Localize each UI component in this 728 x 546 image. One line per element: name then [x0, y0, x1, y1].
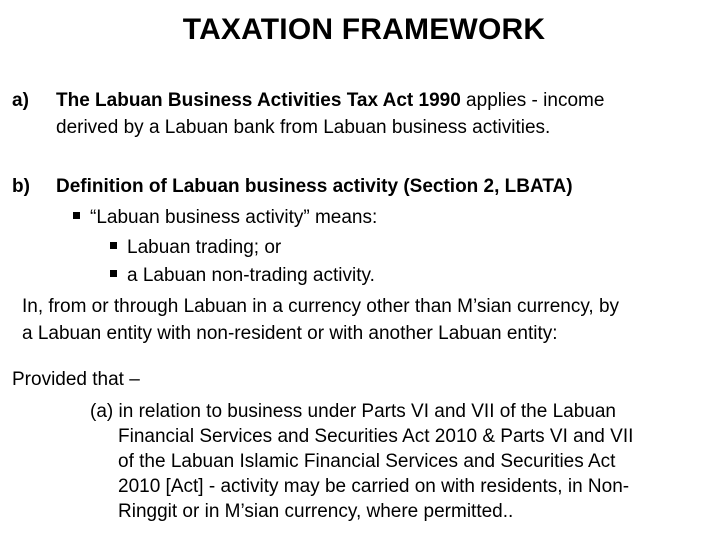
sub-bullet-2-text: a Labuan non-trading activity.: [127, 265, 375, 286]
sub-bullet-1-text: Labuan trading; or: [127, 237, 282, 258]
square-bullet-icon: [110, 242, 117, 249]
item-b-marker: b): [12, 176, 30, 197]
square-bullet-icon: [73, 212, 80, 219]
item-a-line-2: derived by a Labuan bank from Labuan business activities.: [56, 117, 551, 138]
statement-line-2: a Labuan entity with non-resident or with another Labuan entity:: [22, 323, 558, 344]
square-bullet-icon: [110, 270, 117, 277]
slide-title: TAXATION FRAMEWORK: [182, 13, 546, 46]
proviso-line-5: Ringgit or in M’sian currency, where permitted..: [118, 501, 514, 522]
proviso-line-2: Financial Services and Securities Act 2010 & Parts VI and VII: [118, 426, 634, 447]
item-a-line-1-rest: applies - income: [460, 90, 605, 111]
proviso-line-4: 2010 [Act] - activity may be carried on with residents, in Non-: [118, 476, 630, 497]
item-a-marker: a): [12, 90, 29, 111]
bullet-main: [73, 205, 377, 230]
sub-bullet-2: [110, 263, 375, 288]
proviso-intro: Provided that –: [12, 369, 140, 390]
item-a-line-1: [56, 88, 604, 113]
item-b-heading: Definition of Labuan business activity (Section 2, LBATA): [56, 176, 573, 197]
statement-line-1: In, from or through Labuan in a currency other than M’sian currency, by: [22, 296, 620, 317]
item-a-act-name: The Labuan Business Activities Tax Act 1990: [56, 90, 461, 111]
bullet-main-text: “Labuan business activity” means:: [90, 207, 378, 228]
sub-bullet-1: [110, 235, 281, 260]
proviso-line-3: of the Labuan Islamic Financial Services and Securities Act: [118, 451, 616, 472]
proviso-line-1: (a) in relation to business under Parts VI and VII of the Labuan: [90, 401, 616, 422]
